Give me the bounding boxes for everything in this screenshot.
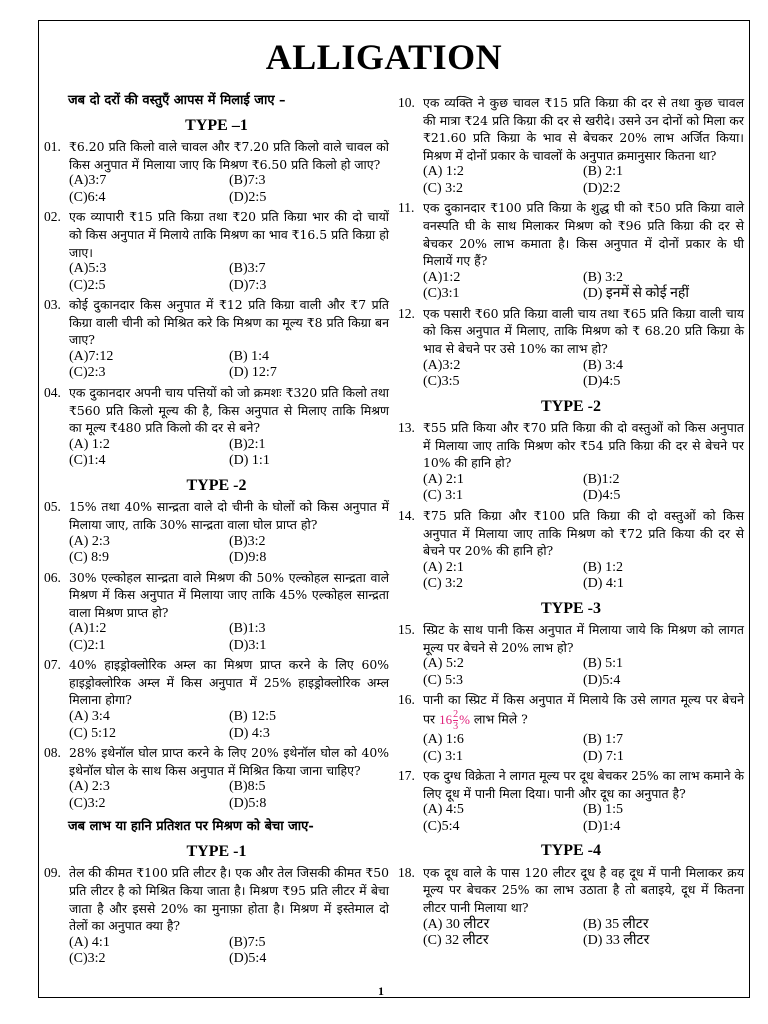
type-heading: TYPE -4	[541, 842, 601, 860]
question-text: एक व्यक्ति ने कुछ चावल ₹15 प्रति किग्रा की दर से तथा कुछ चावल की मात्रा ₹24 प्रति किग्रा की दर से खरीदे। उसने उन दोनों को मिला कर ₹21.60 प्रति किग्रा के भाव से बेचकर 20% लाभ अर्जित किया। मिश्रण में दोनों प्रकार के चावलों के अनुपात क्रमानुसार कितना था?	[423, 95, 744, 163]
question-text: स्प्रिट के साथ पानी किस अनुपात में मिलाया जाये कि मिश्रण को लागत मूल्य पर बेचने से 20% लाभ हो?	[423, 622, 744, 655]
left-column	[44, 92, 389, 968]
option-b: (B) 35 लीटर	[583, 916, 649, 932]
option-b: (B)3:2	[229, 533, 266, 549]
question-number: 12.	[398, 305, 415, 321]
question-number: 04.	[44, 384, 61, 400]
question-number: 02.	[44, 209, 61, 225]
question-number: 07.	[44, 657, 61, 673]
option-d: (D)4:5	[583, 374, 621, 390]
option-d: (D) 4:1	[583, 576, 624, 592]
question-number: 08.	[44, 745, 61, 761]
option-a: (A)3:2	[423, 357, 461, 373]
question-number: 10.	[398, 95, 415, 110]
option-c: (C) 5:3	[423, 672, 464, 688]
mixed-whole: 16	[439, 711, 453, 727]
option-c: (C)2:5	[69, 277, 106, 293]
option-c: (C) 32 लीटर	[423, 933, 489, 949]
mixed-numerator: 2	[453, 709, 459, 721]
question-text-before: पानी का स्प्रिट में किस अनुपात में मिलाये कि उसे लागत मूल्य पर बेचने पर	[423, 692, 744, 727]
section-heading: जब लाभ या हानि प्रतिशत पर मिश्रण को बेचा जाए-	[68, 819, 314, 835]
question-text: एक दुकानदार ₹100 प्रति किग्रा के शुद्ध घी को ₹50 प्रति किग्रा वाले वनस्पति घी के साथ मिलाकर मिश्रण को ₹96 प्रति किग्रा की दर से बेचकर 20% लाभ कमाता है। किस अनुपात में दोनों प्रकार के घी मिलायें गए हैं?	[423, 200, 744, 269]
question-9	[44, 864, 389, 967]
option-c: (C) 3:1	[423, 488, 464, 504]
question-12	[398, 305, 744, 391]
question-3	[44, 296, 389, 382]
mixed-denominator: 3	[453, 721, 459, 733]
right-column	[398, 92, 744, 950]
section-heading: जब दो दरों की वस्तुएँ आपस में मिलाई जाए –	[68, 93, 286, 108]
question-number: 11.	[398, 200, 415, 216]
question-1	[44, 138, 389, 206]
question-text: कोई दुकानदार किस अनुपात में ₹12 प्रति किग्रा वाली और ₹7 प्रति किग्रा वाली चीनी को मिश्रित करे कि मिश्रण का मूल्य ₹8 प्रति किग्रा बन जाए?	[69, 297, 389, 348]
page-title: ALLIGATION	[265, 37, 503, 77]
option-c: (C)3:2	[69, 951, 106, 967]
option-a: (A) 2:1	[423, 559, 464, 575]
option-a: (A)5:3	[69, 261, 107, 277]
option-c: (C)6:4	[69, 189, 106, 205]
option-b: (B)3:7	[229, 261, 266, 277]
option-b: (B)2:1	[229, 436, 266, 452]
option-a: (A)1:2	[69, 621, 107, 637]
type-heading: TYPE -2	[186, 476, 247, 494]
question-number: 13.	[398, 420, 415, 436]
option-d: (D) 7:1	[583, 748, 624, 764]
option-c: (C)3:5	[423, 374, 460, 390]
option-a: (A) 3:4	[69, 709, 110, 725]
option-b: (B) 3:4	[583, 357, 624, 373]
option-c: (C)2:3	[69, 365, 106, 381]
option-b: (B) 1:5	[583, 802, 624, 818]
option-c: (C)2:1	[69, 637, 106, 653]
question-text: ₹6.20 प्रति किलो वाले चावल और ₹7.20 प्रति किलो वाले चावल को किस अनुपात में मिलाया जाए कि मिश्रण ₹6.50 प्रति किलो हो जाए?	[69, 139, 389, 172]
option-c: (C) 8:9	[69, 550, 110, 565]
option-a: (A) 1:2	[423, 164, 464, 180]
question-number: 17.	[398, 768, 415, 784]
option-d: (D) इनमें से कोई नहीं	[583, 286, 689, 302]
option-a: (A) 4:5	[423, 802, 464, 818]
question-text: 15% तथा 40% सान्द्रता वाले दो चीनी के घोलों को किस अनुपात में मिलाया जाए, ताकि 30% सान्द्रता वाला घोल प्राप्त हो?	[69, 499, 389, 532]
option-c: (C)5:4	[423, 818, 460, 834]
question-text: ₹75 प्रति किग्रा और ₹100 प्रति किग्रा की दो वस्तुओं को किस अनुपात में मिलाया जाए ताकि मिश्रण को ₹72 प्रति किया की दर से बेचने पर 20% की हानि हो?	[423, 507, 744, 559]
type-heading: TYPE –1	[185, 116, 248, 134]
question-text: तेल की कीमत ₹100 प्रति लीटर है। एक और तेल जिसकी कीमत ₹50 प्रति लीटर है को मिश्रित किया जाता है। मिश्रण ₹95 प्रति लीटर में बेचा जाता है और इससे 20% का मुनाफ़ा होता है। मिश्रण में इस्तेमाल दो तेलों का अनुपात क्या है?	[69, 865, 389, 934]
option-b: (B)1:2	[583, 471, 620, 487]
option-a: (A) 5:2	[423, 656, 464, 672]
option-b: (B)1:3	[229, 621, 266, 637]
option-d: (D)7:3	[229, 277, 267, 293]
mixed-percent: %	[459, 711, 470, 727]
option-d: (D)2:5	[229, 189, 267, 205]
question-number: 16.	[398, 692, 415, 708]
option-a: (A)3:7	[69, 173, 107, 189]
mixed-fraction	[439, 709, 470, 733]
option-a: (A) 30 लीटर	[423, 916, 490, 932]
option-d: (D) 12:7	[229, 365, 277, 381]
question-4	[44, 384, 389, 470]
option-a: (A) 1:2	[69, 436, 110, 452]
question-5	[44, 498, 389, 566]
option-d: (D)5:4	[583, 672, 621, 688]
question-2	[44, 208, 389, 294]
question-17	[398, 767, 744, 835]
question-text: एक दूध वाले के पास 120 लीटर दूध है वह दूध में पानी मिलाकर क्रय मूल्य पर बेचकर 25% का लाभ उठाता है तो बताइये, दूध में कितना लीटर पानी मिलाया था?	[423, 864, 744, 916]
question-15	[398, 621, 744, 689]
question-text: एक पसारी ₹60 प्रति किग्रा वाली चाय तथा ₹65 प्रति किग्रा वाली चाय को किस अनुपात में मिलाए, ताकि मिश्रण को ₹ 68.20 प्रति किग्रा के भाव से बेचने पर उसे 10% का लाभ हो?	[423, 305, 744, 356]
question-14	[398, 507, 744, 593]
page-number: 1	[378, 984, 384, 998]
question-text: 30% एल्कोहल सान्द्रता वाले मिश्रण की 50% एल्कोहल सान्द्रता वाले मिश्रण में किस अनुपात में मिलाया जाए ताकि 45% एल्कोहल सान्द्रता वाला मिश्रण प्राप्त हो?	[69, 569, 389, 620]
option-c: (C) 5:12	[69, 725, 117, 741]
option-b: (B)7:3	[229, 173, 266, 189]
question-text: एक दुग्ध विक्रेता ने लागत मूल्य पर दूध बेचकर 25% का लाभ कमाने के लिए दूध में पानी मिला दिया। पानी और दूध का अनुपात है?	[423, 768, 744, 801]
option-d: (D)9:8	[229, 550, 267, 565]
option-b: (B) 12:5	[229, 709, 277, 725]
question-10	[398, 94, 744, 197]
option-d: (D) 1:1	[229, 453, 270, 469]
question-text: एक व्यापारी ₹15 प्रति किग्रा तथा ₹20 प्रति किग्रा भार की दो चायों को किस अनुपात में मिलाये ताकि मिश्रण का भाव ₹16.5 प्रति किग्रा हो जाए।	[69, 209, 389, 260]
question-number: 14.	[398, 507, 415, 523]
option-c: (C) 3:1	[423, 748, 464, 764]
question-text: 40% हाइड्रोक्लोरिक अम्ल का मिश्रण प्राप्त करने के लिए 60% हाइड्रोक्लोरिक अम्ल में किस अनुपात में 25% हाइड्रोक्लोरिक अम्ल मिलाना होगा?	[69, 657, 389, 708]
option-a: (A) 4:1	[69, 934, 110, 950]
question-number: 05.	[44, 499, 61, 515]
option-d: (D) 33 लीटर	[583, 933, 650, 949]
question-text: एक दुकानदार अपनी चाय पत्तियों को जो क्रमशः ₹320 प्रति किलो तथा ₹560 प्रति किलो मूल्य की है, किस अनुपात से मिलाए ताकि मिश्रण का मूल्य ₹480 प्रति किलो की दर से बने?	[69, 384, 389, 436]
option-d: (D)2:2	[583, 180, 621, 196]
question-text: ₹55 प्रति किया और ₹70 प्रति किग्रा की दो वस्तुओं को किस अनुपात में मिलाया जाए ताकि मिश्रण कोर ₹54 प्रति किग्रा की दर से बेचने पर 10% की हानि हो?	[423, 420, 744, 471]
question-text-after: लाभ मिले ?	[473, 711, 528, 727]
option-b: (B)8:5	[229, 779, 266, 795]
option-c: (C) 3:2	[423, 576, 464, 592]
type-heading: TYPE -1	[186, 842, 247, 860]
question-number: 01.	[44, 139, 61, 155]
question-number: 18.	[398, 864, 415, 880]
option-a: (A)7:12	[69, 348, 114, 364]
question-11	[398, 199, 744, 302]
option-a: (A) 2:3	[69, 779, 110, 795]
type-heading: TYPE -2	[541, 397, 601, 415]
option-d: (D) 4:3	[229, 725, 270, 741]
type-heading: TYPE -3	[541, 599, 601, 617]
option-b: (B)7:5	[229, 934, 266, 950]
option-c: (C)3:2	[69, 795, 106, 811]
option-b: (B) 1:7	[583, 732, 624, 748]
option-a: (A)1:2	[423, 269, 461, 285]
question-16	[398, 691, 744, 765]
question-18	[398, 864, 744, 950]
question-number: 06.	[44, 569, 61, 585]
question-13	[398, 419, 744, 505]
question-8	[44, 744, 389, 812]
option-b: (B) 1:2	[583, 559, 624, 575]
option-a: (A) 2:1	[423, 471, 464, 487]
option-d: (D)1:4	[583, 818, 621, 834]
question-number: 15.	[398, 622, 415, 638]
option-c: (C) 3:2	[423, 180, 464, 196]
question-7	[44, 656, 389, 742]
option-a: (A) 1:6	[423, 732, 464, 748]
question-number: 09.	[44, 865, 61, 881]
question-6	[44, 569, 389, 655]
option-d: (D)5:8	[229, 795, 267, 811]
option-c: (C)3:1	[423, 286, 460, 302]
option-b: (B) 3:2	[583, 269, 624, 285]
option-d: (D)5:4	[229, 951, 267, 967]
option-b: (B) 2:1	[583, 164, 624, 180]
option-c: (C)1:4	[69, 453, 106, 469]
option-d: (D)3:1	[229, 637, 267, 653]
question-number: 03.	[44, 297, 61, 313]
option-d: (D)4:5	[583, 488, 621, 504]
option-b: (B) 5:1	[583, 656, 624, 672]
option-b: (B) 1:4	[229, 348, 270, 364]
question-text	[423, 691, 744, 732]
option-a: (A) 2:3	[69, 533, 110, 549]
question-text: 28% इथेनॉल घोल प्राप्त करने के लिए 20% इथेनॉल घोल को 40% इथेनॉल घोल के साथ किस अनुपात में मिश्रित किया जाना चाहिए?	[69, 745, 389, 778]
